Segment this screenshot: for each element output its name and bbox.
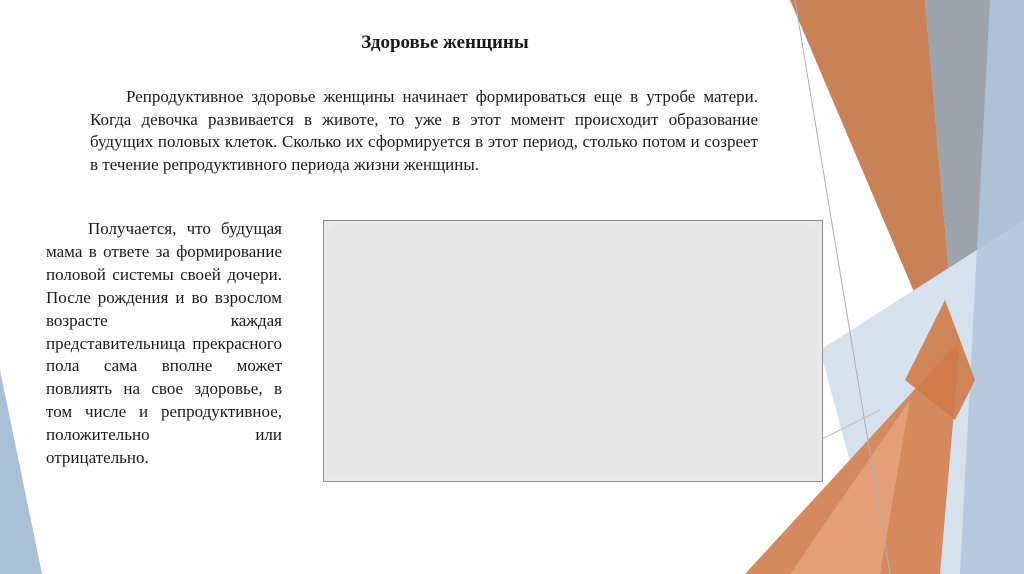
paragraph-intro: Репродуктивное здоровье женщины начинает формироваться еще в утробе матери. Когда девочка развивается в животе, то уже в этот момент происходит образование будущих половых клеток. Сколько их сформируется в этот период, столько потом и созреет в течение репродуктивного периода жизни женщины.	[90, 87, 758, 174]
image-placeholder-inner	[328, 225, 818, 477]
left-blue-shape	[0, 370, 42, 574]
slide-title: Здоровье женщины	[361, 32, 529, 53]
image-placeholder	[323, 220, 823, 482]
paragraph-mother: Получается, что будущая мама в ответе за формирование половой системы своей дочери. После рождения и во взрослом возрасте каждая представительница прекрасного пола сама вполне может повлиять на свое здоровье, в том числе и репродуктивное, положительно или отрицательно.	[46, 219, 282, 468]
